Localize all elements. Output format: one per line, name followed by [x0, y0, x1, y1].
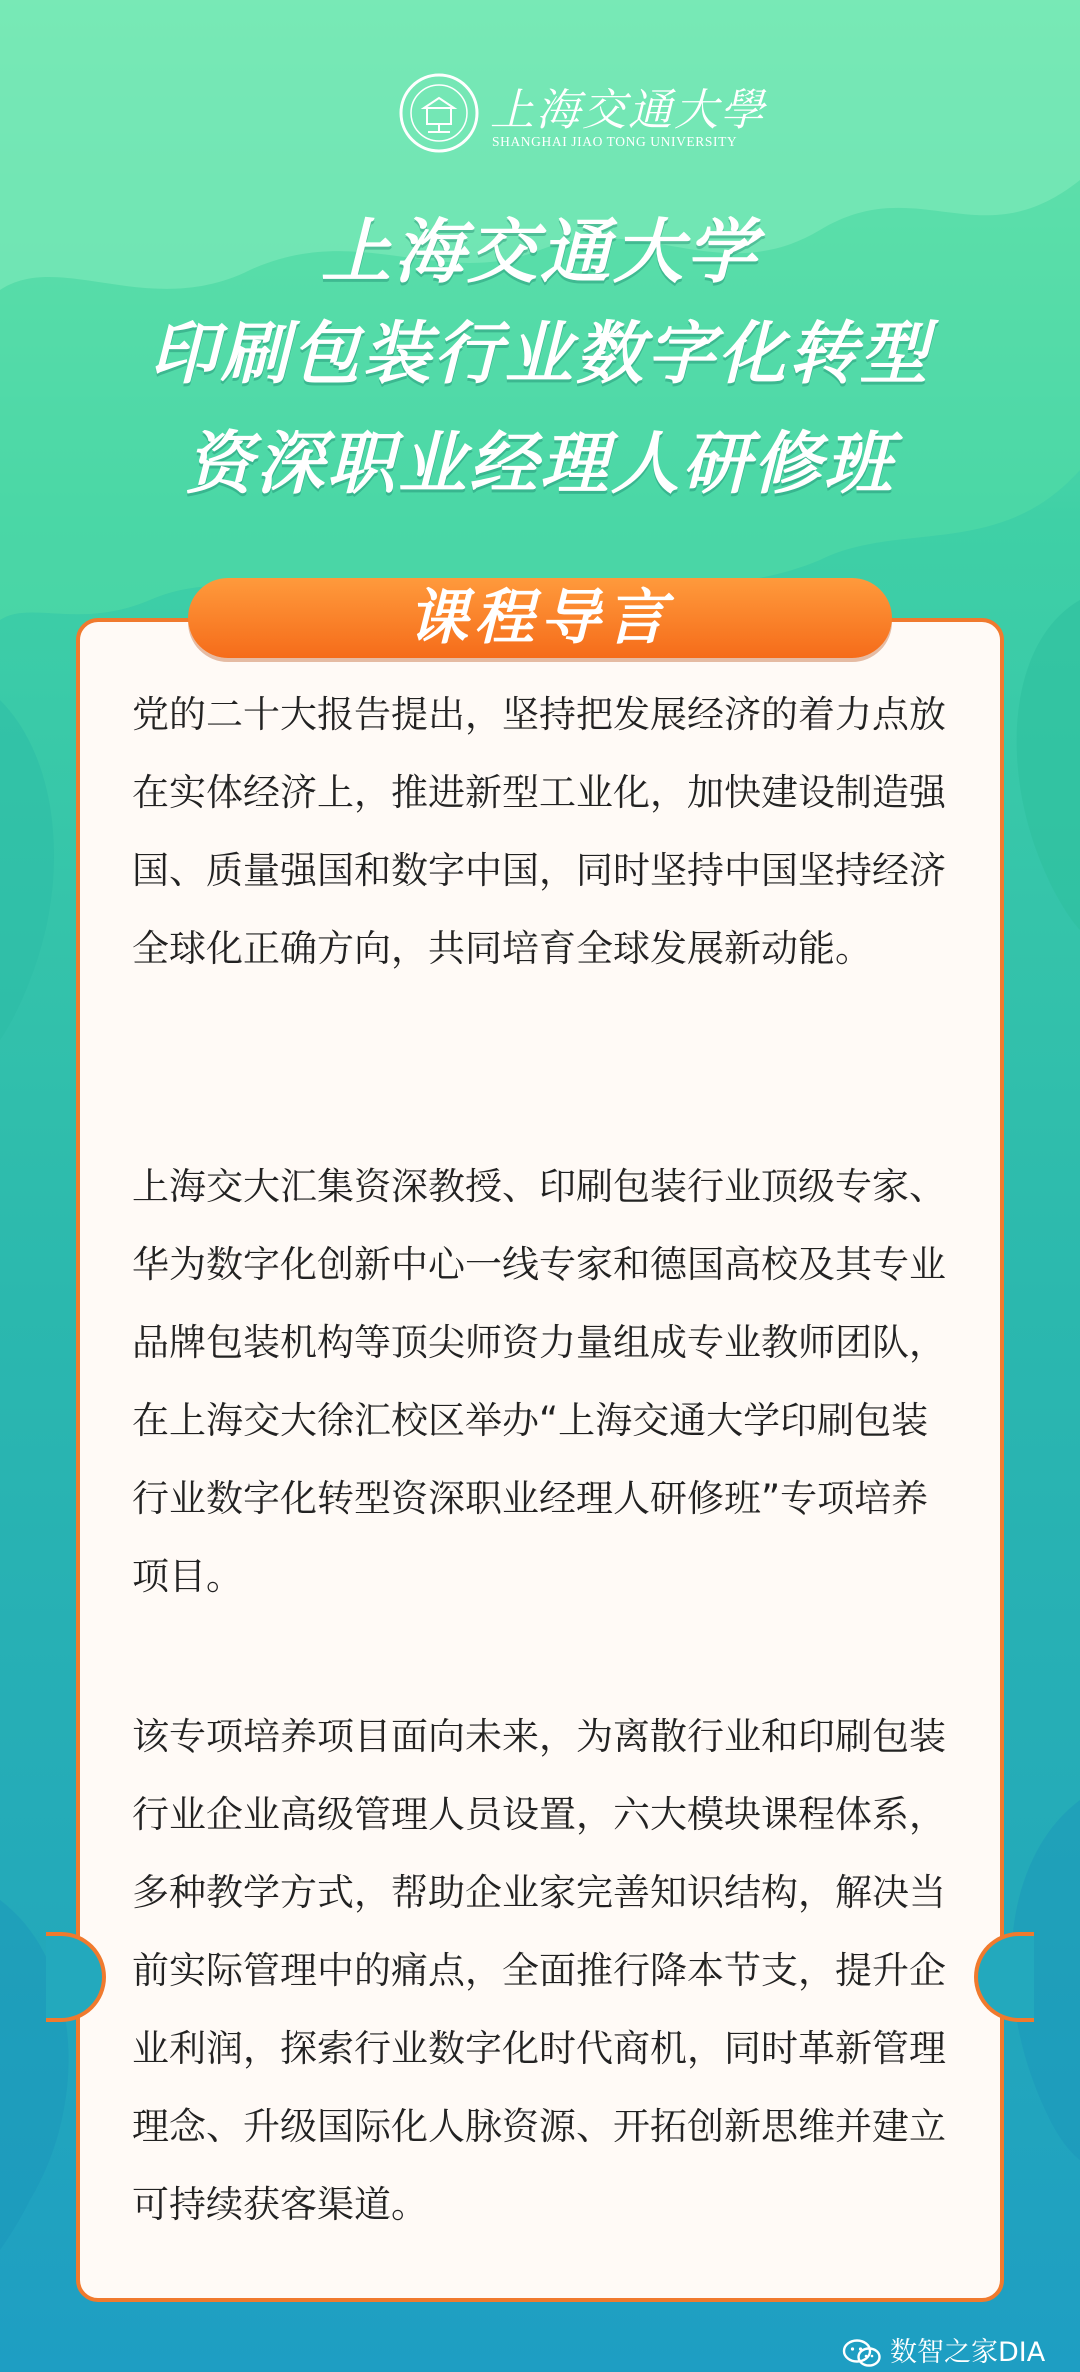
watermark-text: 数智之家DIA — [890, 2337, 1046, 2368]
logo-chinese-name: 上海交通大學 — [490, 85, 766, 136]
university-logo — [398, 72, 766, 156]
paragraph-3: 该专项培养项目面向未来，为离散行业和印刷包装行业企业高级管理人员设置，六大模块课程体系，多种教学方式，帮助企业家完善知识结构，解决当前实际管理中的痛点，全面推行降本节支，提升企业利润，探索行业数字化时代商机，同时革新管理理念、升级国际化人脉资源、开拓创新思维并建立可持续获客渠道。 — [132, 1715, 946, 2226]
main-title-line-3: 资深职业经理人研修班 — [184, 425, 895, 504]
watermark — [838, 2336, 1068, 2372]
logo-english-name: SHANGHAI JIAO TONG UNIVERSITY — [492, 134, 738, 149]
section-header — [188, 578, 892, 658]
university-seal-icon — [398, 72, 480, 154]
paragraph-1: 党的二十大报告提出，坚持把发展经济的着力点放在实体经济上，推进新型工业化，加快建设制造强国、质量强国和数字中国，同时坚持中国坚持经济全球化正确方向，共同培育全球发展新动能。 — [132, 693, 946, 970]
paragraph-2: 上海交大汇集资深教授、印刷包装行业顶级专家、华为数字化创新中心一线专家和德国高校及其专业品牌包装机构等顶尖师资力量组成专业教师团队，在上海交大徐汇校区举办“上海交通大学印刷包装行业数字化转型资深职业经理人研修班”专项培养项目。 — [132, 1165, 946, 1598]
wechat-icon — [842, 2338, 882, 2368]
section-title: 课程导言 — [408, 583, 672, 653]
main-title-line-2: 印刷包装行业数字化转型 — [149, 315, 931, 394]
main-title-line-1: 上海交通大学 — [321, 211, 759, 293]
